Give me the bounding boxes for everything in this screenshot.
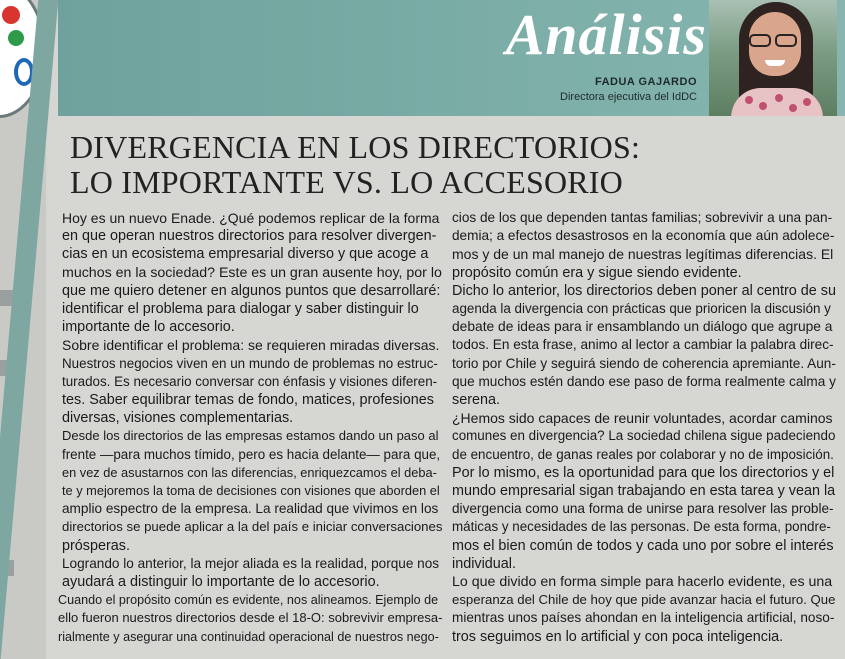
body-line: rialmente y asegurar una continuidad operacional de nuestros nego-: [58, 629, 439, 644]
body-line: Nuestros negocios viven en un mundo de problemas no estruc-: [62, 355, 438, 371]
red-dot-icon: [2, 6, 20, 24]
body-line: mos y de un mal manejo de nuestras legítimas diferencias. El: [452, 246, 834, 263]
body-line: divergencia como una forma de unirse para resolver las proble-: [452, 501, 834, 517]
body-column-right: [452, 209, 836, 646]
body-line: prósperas.: [62, 537, 130, 554]
body-line: ayudará a distinguir lo importante de lo accesorio.: [62, 574, 380, 591]
body-line: comunes en divergencia? La sociedad chilena sigue padeciendo: [452, 428, 836, 444]
body-line: Desde los directorios de las empresas estamos dando un paso al: [62, 428, 439, 444]
body-line: Dicho lo anterior, los directorios deben poner al centro de su: [452, 282, 836, 299]
body-line: propósito común era y sigue siendo evidente.: [452, 264, 742, 281]
body-line: que me quiero detener en algunos puntos que desarrollaré:: [62, 282, 441, 299]
body-line: Lo que divido en forma simple para hacerlo evidente, es una: [452, 574, 833, 591]
body-line: esperanza del Chile de hoy que pide avanzar hacia el futuro. Que: [452, 592, 836, 608]
body-column-left: [56, 209, 442, 646]
body-line: Cuando el propósito común es evidente, nos alineamos. Ejemplo de: [58, 593, 439, 608]
body-line: debate de ideas para ir ensamblando un diálogo que agrupe a: [452, 319, 833, 335]
body-line: tes. Saber equilibrar temas de fondo, matices, profesiones: [62, 392, 434, 409]
body-line: serena.: [452, 392, 500, 409]
author-role: Directora ejecutiva del IdDC: [560, 91, 697, 103]
body-line: todos. En esta frase, animo al lector a cambiar la palabra direc-: [452, 337, 834, 353]
body-line: que muchos estén dando ese paso de forma realmente calma y: [452, 373, 836, 389]
body-line: demia; a efectos desastrosos en la economía que aún adolece-: [452, 228, 835, 244]
body-line: ¿Hemos sido capaces de reunir voluntades, acordar caminos: [452, 410, 833, 427]
body-line: en que operan nuestros directorios para resolver divergen-: [62, 228, 437, 245]
body-line: turados. Es necesario conversar con énfasis y visiones diferen-: [62, 373, 438, 389]
body-line: ello fueron nuestros directorios desde el 18-O: sobrevivir empresa-: [58, 610, 443, 626]
body-line: diversas, visiones complementarias.: [62, 410, 294, 427]
body-line: mientras unos países ahondan en la inteligencia artificial, noso-: [452, 610, 835, 626]
body-line: frente —para muchos tímido, pero es hacia delante— para que,: [62, 446, 441, 462]
body-line: cios de los que dependen tantas familias; sobrevivir a una pan-: [452, 210, 833, 225]
body-line: muchos en la sociedad? Este es un gran ausente hoy, por lo: [62, 264, 442, 281]
body-line: Sobre identificar el problema: se requieren miradas diversas.: [62, 337, 440, 354]
body-line: te y mejoremos la toma de decisiones con visiones que aborden el: [62, 483, 440, 499]
body-line: directorios se puede aplicar a la del país e iniciar conversaciones: [62, 519, 443, 535]
body-line: mos el bien común de todos y cada uno por sobre el interés: [452, 537, 834, 554]
headline: [70, 130, 770, 200]
body-line: Logrando lo anterior, la mejor aliada es la realidad, porque nos: [62, 555, 440, 571]
headline-line-2: LO IMPORTANTE VS. LO ACCESORIO: [70, 164, 623, 200]
body-line: Hoy es un nuevo Enade. ¿Qué podemos replicar de la forma: [62, 210, 440, 226]
body-line: agenda la divergencia con prácticas que prioricen la discusión y: [452, 301, 831, 317]
body-line: amplio espectro de la empresa. La realidad que vivimos en los: [62, 501, 439, 517]
headline-line-1: DIVERGENCIA EN LOS DIRECTORIOS:: [70, 129, 641, 165]
body-line: tros seguimos en lo artificial y con poca inteligencia.: [452, 628, 784, 645]
body-line: en vez de asustarnos con las diferencias, enriquezcamos el deba-: [62, 464, 437, 480]
body-line: de encuentro, de ganas reales por colaborar y no de imposición.: [452, 446, 834, 462]
body-line: torio por Chile y seguirá siendo de coherencia apremiante. Aun-: [452, 355, 836, 371]
glasses-icon: [747, 34, 803, 48]
section-title: Análisis: [505, 2, 707, 67]
body-line: importante de lo accesorio.: [62, 319, 235, 336]
body-line: identificar el problema para dialogar y saber distinguir lo: [62, 301, 419, 318]
author-name: FADUA GAJARDO: [594, 76, 697, 88]
body-line: individual.: [452, 555, 516, 572]
green-dot-icon: [8, 30, 24, 46]
body-line: cias en un ecosistema empresarial diverso y que acoge a: [62, 246, 429, 263]
body-line: mundo empresarial sigan trabajando en esta tarea y vean la: [452, 483, 836, 500]
author-photo: [709, 0, 837, 116]
body-line: Por lo mismo, es la oportunidad para que los directorios y el: [452, 464, 835, 481]
body-line: máticas y necesidades de las personas. De esta forma, pondre-: [452, 519, 831, 535]
